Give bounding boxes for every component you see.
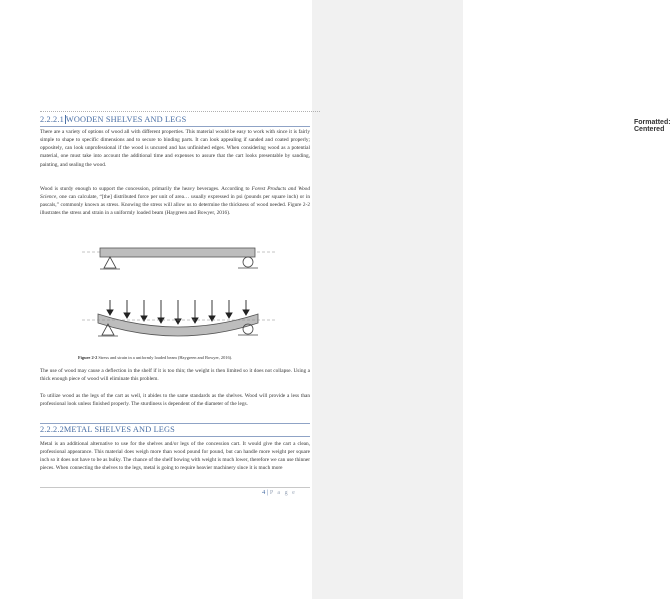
paragraph-wood-stress: Wood is sturdy enough to support the concession, primarily the heavy beverages. According to Forest Products and Wood Science, one can calculate, “[the] distributed force per unit of area… usually expressed in psi (pounds per square inch) or in pascals,” commonly known as stress. Knowing the stress will allow us to determine the thickness of wood needed. Figure 2-2 illustrates the stress and strain in a uniformly loaded beam (Haygreen and Bowyer, 2016). [40,186,310,217]
formatting-comment[interactable]: Formatted: Centered [634,119,671,133]
document-page [0,0,312,599]
paragraph-metal: Metal is an additional alternative to use for the shelves and/or legs of the concession cart. It would give the cart a clean, professional appearance. This material does weigh more than wood pound for pound, but can handle more weight per square inch so it does not have to be as bulky. The chance of the shelf bowing with weight is much lower, therefore we can use thinner pieces. When connecting the shelves to the legs, metal is going to require heavier machinery since it is much more [40,441,310,472]
comment-margin-panel [312,0,671,599]
heading-rule [40,126,310,127]
section-number: 2.2.2.1 [40,115,64,124]
section-heading-metal [40,425,175,434]
paragraph-wood-options: There are a variety of options of wood all with different properties. This material would be easy to work with since it is fairly simple to shape to specific dimensions and to secure to binding parts. It can look appealing if sanded and coated properly; oppositely, can look unprofessional if the wood is uncured and has unfinished edges. When considering wood as a potential material, one must take into account the additional time and expenses to assure that the cart looks presentable by sanding, painting, and sealing the wood. [40,129,310,168]
paragraph-wood-legs: To utilize wood as the legs of the cart as well, it abides to the same standards as the shelves. Wood will provide a less than professional look unless finished properly. The sturdiness is dependent of the diameter of the legs. [40,393,310,408]
heading-rule [40,436,310,437]
comment-connector-line [40,111,320,112]
figure-caption: Figure 2-2 Stress and strain in a uniformly loaded beam (Haygreen and Bowyer, 2016). [78,355,233,360]
section-heading-wooden [40,115,186,124]
paragraph-deflection: The use of wood may cause a deflection in the shelf if it is too thin; the weight is then limited so it does not collapse. Using a thick enough piece of wood will eliminate this problem. [40,368,310,383]
page-number: 4 | P a g e [262,489,297,496]
book-title: Forest Products and Wood Science [40,186,310,201]
section-title: METAL SHELVES AND LEGS [63,425,175,434]
section-number: 2.2.2.2 [40,425,64,434]
section-title: WOODEN SHELVES AND LEGS [65,115,187,124]
beam-stress-figure [80,240,280,350]
footer-rule [40,487,310,488]
heading-rule [40,423,310,424]
